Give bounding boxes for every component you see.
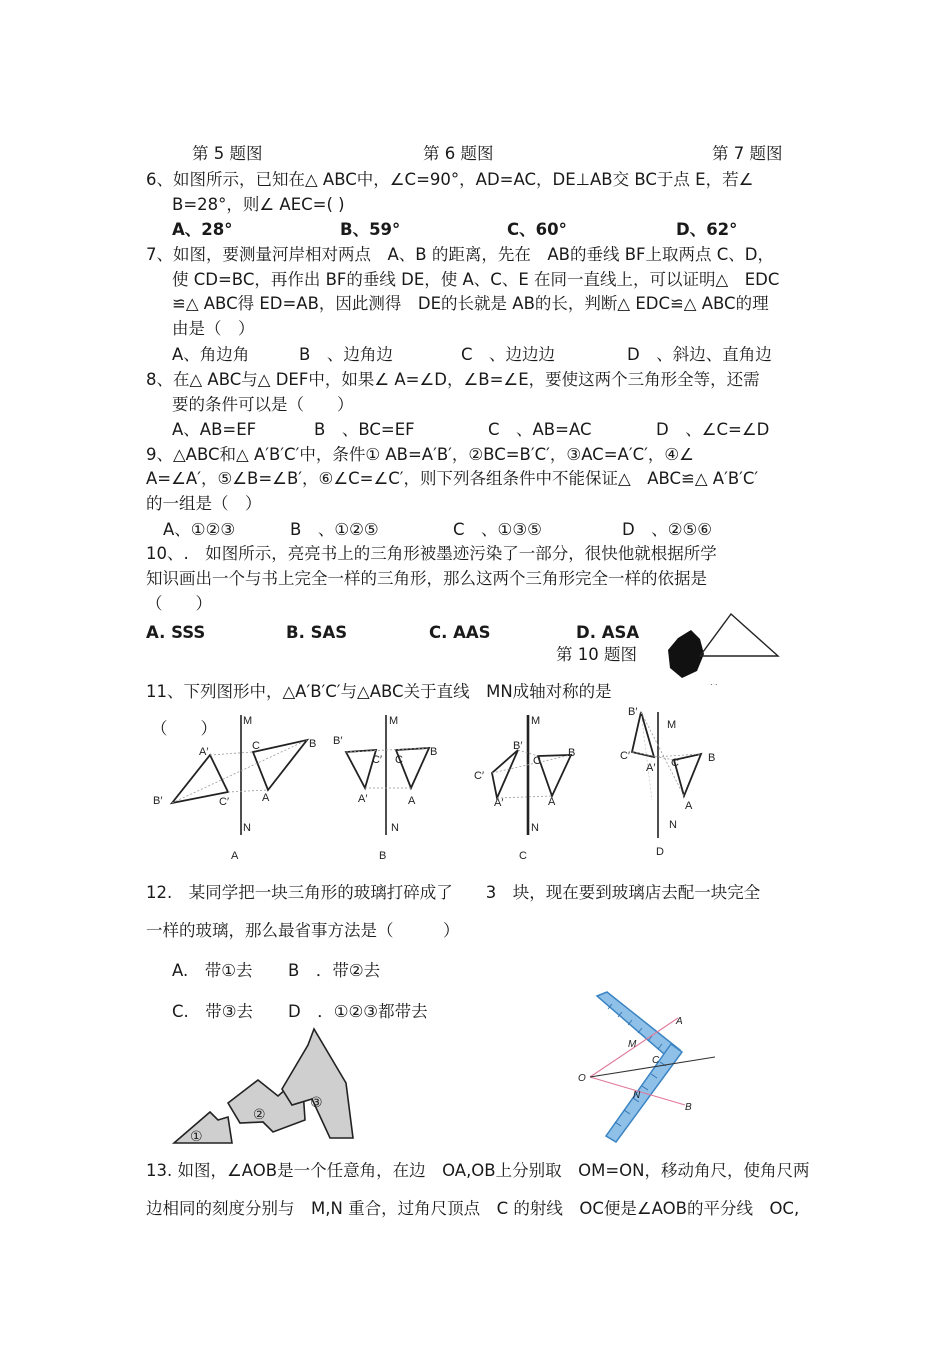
angle-ruler-figure — [570, 990, 730, 1145]
label-c: C — [671, 757, 679, 769]
q11-figure-b — [328, 710, 448, 865]
label-n: N — [669, 819, 677, 831]
label-m: M — [667, 719, 677, 731]
label-a: A — [548, 796, 556, 808]
q12-line1: 12. 某同学把一块三角形的玻璃打碎成了 3 块，现在要到玻璃店去配一块完全 — [146, 883, 761, 902]
q10-option-c: C. AAS — [429, 623, 491, 642]
q11-line2: （ ） — [151, 719, 217, 738]
label-b1: B′ — [333, 735, 343, 747]
q7-option-d: D 、斜边、直角边 — [627, 345, 772, 364]
label-a1: A′ — [199, 746, 209, 758]
label-m: M — [389, 715, 399, 727]
label-b1: B′ — [153, 795, 163, 807]
q7-option-c: C 、边边边 — [461, 345, 556, 364]
label-b: B — [685, 1102, 692, 1113]
q9-line2: A=∠A′，⑤∠B=∠B′，⑥∠C=∠C′，则下列各组条件中不能保证△ ABC≌△ A′B′C′ — [146, 469, 759, 488]
label-b1: B′ — [628, 706, 638, 718]
label-m: M — [243, 715, 253, 727]
piece-label-2: ② — [253, 1106, 266, 1122]
q6-option-b: B、59° — [340, 220, 401, 239]
q8-line1: 8、在△ ABC与△ DEF中，如果∠ A=∠D，∠B=∠E，要使这两个三角形全等，还需 — [146, 370, 760, 389]
q9-line3: 的一组是（ ） — [146, 494, 262, 513]
label-a1: A′ — [358, 793, 368, 805]
ink-blot — [668, 630, 704, 678]
q12-option-a: A. 带①去 — [172, 961, 253, 980]
label-c: C — [395, 754, 403, 766]
q6-option-a: A、28° — [172, 220, 233, 239]
label-n: N — [243, 822, 251, 834]
q12-line2: 一样的玻璃，那么最省事方法是（ ） — [146, 921, 460, 940]
q10-marks: · · — [710, 680, 718, 689]
label-b: B — [430, 746, 438, 758]
q11-figure-c — [470, 710, 590, 865]
piece-label-1: ① — [190, 1128, 203, 1144]
caption-fig7: 第 7 题图 — [712, 144, 783, 163]
label-c: C — [652, 1055, 660, 1066]
label-c1: C′ — [219, 796, 230, 808]
q8-option-d: D 、∠C=∠D — [656, 420, 770, 439]
label-a: A — [408, 795, 416, 807]
q7-line4: 由是（ ） — [172, 319, 255, 338]
option-d-letter: D — [656, 846, 664, 858]
q10-option-d: D. ASA — [576, 623, 640, 642]
q11-line1: 11、下列图形中，△A′B′C′与△ABC关于直线 MN成轴对称的是 — [146, 682, 612, 701]
q6-option-c: C、60° — [507, 220, 567, 239]
label-c: C — [533, 755, 541, 767]
label-b: B — [309, 738, 317, 750]
q8-option-a: A、AB=EF — [172, 420, 257, 439]
q13-line1: 13. 如图，∠AOB是一个任意角，在边 OA,OB上分别取 OM=ON，移动角尺，使角尺两 — [146, 1161, 810, 1180]
q9-option-a: A、①②③ — [163, 520, 236, 539]
label-b1: B′ — [513, 740, 523, 752]
q8-option-b: B 、BC=EF — [314, 420, 415, 439]
label-n: N — [391, 822, 399, 834]
q7-line3: ≌△ ABC得 ED=AB，因此测得 DE的长就是 AB的长，判断△ EDC≌△ ABC的理 — [172, 294, 769, 313]
q7-option-a: A、角边角 — [172, 345, 250, 364]
q8-option-c: C 、AB=AC — [488, 420, 592, 439]
q10-line2: 知识画出一个与书上完全一样的三角形，那么这两个三角形完全一样的依据是 — [146, 569, 707, 588]
label-a: A — [676, 1016, 683, 1027]
label-c1: C′ — [474, 770, 485, 782]
caption-fig6: 第 6 题图 — [423, 144, 494, 163]
q9-option-c: C 、①③⑤ — [453, 520, 542, 539]
q10-figure — [664, 608, 784, 688]
label-b: B — [568, 747, 576, 759]
q6-line2: B=28°，则∠ AEC=( ) — [172, 195, 345, 214]
label-c1: C′ — [620, 750, 631, 762]
label-n: N — [531, 822, 539, 834]
q10-triangle — [700, 614, 778, 656]
q12-option-b: B ．带②去 — [288, 961, 381, 980]
option-a-letter: A — [231, 850, 239, 862]
q12-option-c: C. 带③去 — [172, 1002, 254, 1021]
q10-option-a: A. SSS — [146, 623, 206, 642]
q7-option-b: B 、边角边 — [299, 345, 393, 364]
label-a1: A′ — [494, 797, 504, 809]
label-b: B — [708, 752, 716, 764]
q9-option-b: B 、①②⑤ — [290, 520, 379, 539]
q10-option-b: B. SAS — [286, 623, 348, 642]
label-o: O — [578, 1073, 586, 1084]
label-c: C — [252, 740, 260, 752]
q12-option-d: D ．①②③都带去 — [288, 1002, 428, 1021]
glass-piece-1 — [174, 1112, 232, 1143]
label-a: A — [262, 792, 270, 804]
label-n: N — [633, 1090, 641, 1101]
q9-option-d: D 、②⑤⑥ — [622, 520, 713, 539]
q8-line2: 要的条件可以是（ ） — [172, 395, 354, 414]
caption-fig10: 第 10 题图 — [556, 645, 637, 664]
label-a1: A′ — [646, 762, 656, 774]
q7-line1: 7、如图，要测量河岸相对两点 A、B 的距离，先在 AB的垂线 BF上取两点 C、D， — [146, 245, 774, 264]
option-c-letter: C — [519, 850, 527, 862]
q6-line1: 6、如图所示，已知在△ ABC中，∠C=90°，AD=AC，DE⊥AB交 BC于点 E，若∠ — [146, 170, 754, 189]
label-m: M — [628, 1039, 637, 1050]
q11-figure-d — [612, 700, 732, 865]
q13-line2: 边相同的刻度分别与 M,N 重合，过角尺顶点 C 的射线 OC便是∠AOB的平分线 OC, — [146, 1199, 800, 1218]
label-a: A — [685, 800, 693, 812]
q6-option-d: D、62° — [676, 220, 738, 239]
piece-label-3: ③ — [310, 1094, 323, 1110]
q9-line1: 9、△ABC和△ A′B′C′中，条件① AB=A′B′，②BC=B′C′，③AC=A′C′，④∠ — [146, 445, 694, 464]
option-b-letter: B — [379, 850, 387, 862]
glass-pieces-figure — [170, 1025, 360, 1150]
q10-line1: 10、. 如图所示，亮亮书上的三角形被墨迹污染了一部分，很快他就根据所学 — [146, 544, 717, 563]
caption-fig5: 第 5 题图 — [192, 144, 263, 163]
label-m: M — [531, 715, 541, 727]
q7-line2: 使 CD=BC，再作出 BF的垂线 DE，使 A、C、E 在同一直线上，可以证明△ EDC — [172, 270, 780, 289]
q10-line3: （ ） — [146, 594, 212, 613]
label-c1: C′ — [372, 754, 383, 766]
q11-figure-a — [150, 710, 325, 865]
